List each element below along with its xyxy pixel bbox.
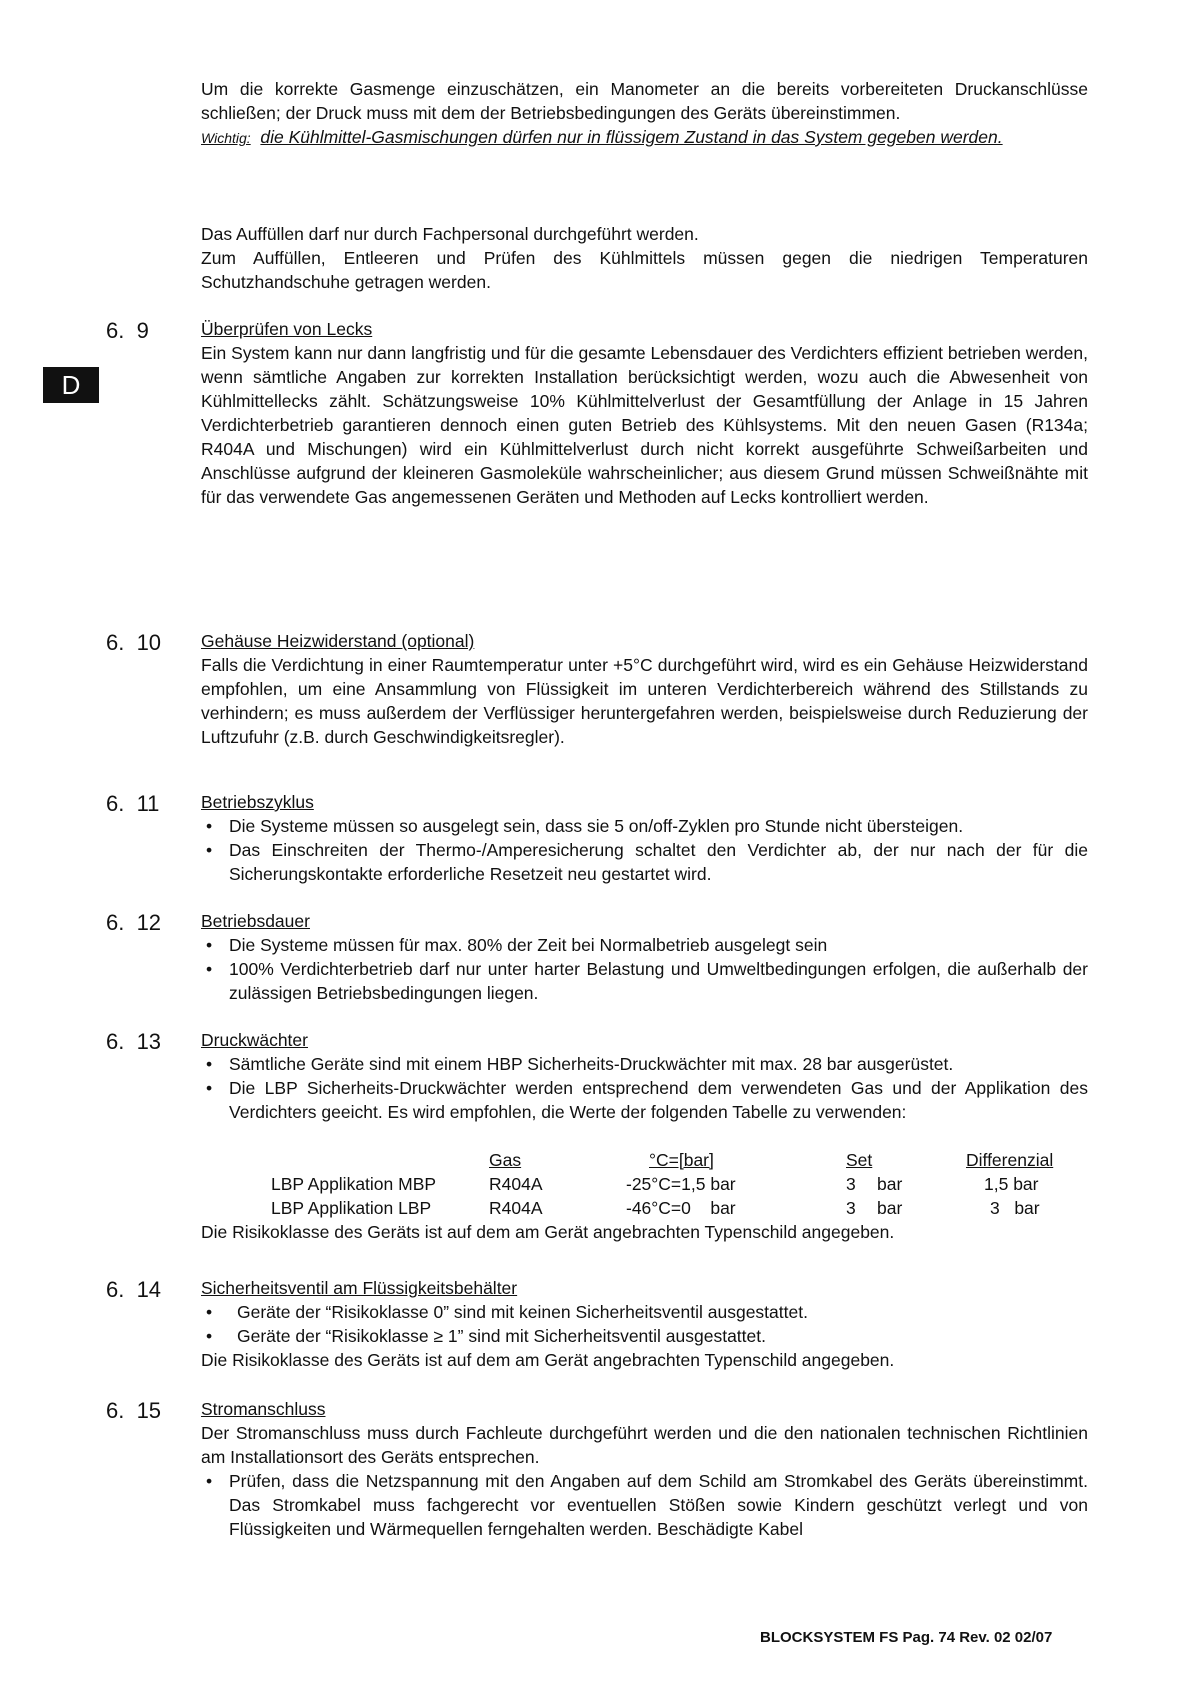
section-number-6-14: 6. 14	[106, 1277, 162, 1302]
table-cell-diff: 1,5 bar	[984, 1174, 1039, 1194]
section-6-15	[201, 1397, 1088, 1541]
section-6-12	[201, 909, 1088, 1005]
intro-paragraph-3: Zum Auffüllen, Entleeren und Prüfen des Kühlmittels müssen gegen die niedrigen Temperaturen Schutzhandschuhe getragen werden.	[201, 248, 1088, 292]
section-6-13	[201, 1028, 1088, 1124]
table-cell-gas: R404A	[489, 1198, 543, 1218]
section-title-6-11: Betriebszyklus	[201, 792, 314, 812]
table-row	[271, 1172, 1071, 1196]
list-item: • Die Systeme müssen für max. 80% der Zeit bei Normalbetrieb ausgelegt sein	[201, 933, 1088, 957]
section-number-6-9: 6. 9	[106, 318, 149, 343]
section-title-6-12: Betriebsdauer	[201, 911, 310, 931]
table-header-diff: Differenzial	[966, 1150, 1054, 1170]
table-cell-set-unit: bar	[877, 1174, 903, 1194]
section-list-6-14	[201, 1300, 1088, 1348]
list-item: • Das Einschreiten der Thermo-/Amperesicherung schaltet den Verdichter ab, der nur nach der für die Sicherungskontakte erforderliche Resetzeit neu gestartet wird.	[201, 838, 1088, 886]
section-list-6-15	[201, 1469, 1088, 1541]
list-item: • 100% Verdichterbetrieb darf nur unter harter Belastung und Umweltbedingungen erfolgen, die außerhalb der zulässigen Betriebsbedingungen liegen.	[201, 957, 1088, 1005]
section-6-9	[201, 317, 1088, 509]
intro-block-2	[201, 222, 1088, 294]
section-number-6-10: 6. 10	[106, 630, 162, 655]
table-header-temp: °C=[bar]	[649, 1150, 714, 1170]
important-note	[201, 125, 1088, 150]
section-6-14	[201, 1276, 1088, 1372]
table-header-set: Set	[846, 1150, 873, 1170]
section-text-6-10: Falls die Verdichtung in einer Raumtemperatur unter +5°C durchgeführt wird, wird es ein Gehäuse Heizwiderstand empfohlen, um eine Ansammlung von Flüssigkeit im unteren Verdichterbereich während des Stillstands zu verhindern; es muss außerdem der Verflüssiger heruntergefahren werden, beispielsweise durch Reduzierung der Luftzufuhr (z.B. durch Geschwindigkeitsregler).	[201, 655, 1088, 747]
section-text-6-15: Der Stromanschluss muss durch Fachleute durchgeführt werden und die den nationalen technischen Richtlinien am Installationsort des Geräts entsprechen.	[201, 1423, 1088, 1467]
section-title-6-10: Gehäuse Heizwiderstand (optional)	[201, 631, 475, 651]
table-cell-diff: 3 bar	[990, 1198, 1040, 1218]
section-title-6-13: Druckwächter	[201, 1030, 308, 1050]
table-header-gas: Gas	[489, 1150, 522, 1170]
table-cell-set-unit: bar	[877, 1198, 903, 1218]
intro-paragraph-2: Das Auffüllen darf nur durch Fachpersonal durchgeführt werden.	[201, 224, 699, 244]
section-list-6-13	[201, 1052, 1088, 1124]
table-cell-temp: -25°C=1,5 bar	[626, 1174, 736, 1194]
table-header-row	[271, 1148, 1071, 1172]
important-label: Wichtig:	[201, 130, 251, 146]
list-item: • Prüfen, dass die Netzspannung mit den Angaben auf dem Schild am Stromkabel des Geräts übereinstimmt. Das Stromkabel muss fachgerecht vor eventuellen Stößen sowie Kindern geschützt verlegt und von Flüssigkeiten und Wärmequellen ferngehalten werden. Beschädigte Kabel	[201, 1469, 1088, 1541]
section-note-6-13: Die Risikoklasse des Geräts ist auf dem am Gerät angebrachten Typenschild angegeben.	[201, 1222, 895, 1242]
section-title-6-15: Stromanschluss	[201, 1399, 326, 1419]
page-footer: BLOCKSYSTEM FS Pag. 74 Rev. 02 02/07	[760, 1629, 1053, 1646]
table-row	[271, 1196, 1071, 1220]
section-list-6-11	[201, 814, 1088, 886]
section-6-10	[201, 629, 1088, 749]
table-cell-label: LBP Applikation MBP	[271, 1174, 437, 1194]
section-list-6-12	[201, 933, 1088, 1005]
intro-paragraph-1: Um die korrekte Gasmenge einzuschätzen, ein Manometer an die bereits vorbereiteten Druckanschlüsse schließen; der Druck muss mit dem der Betriebsbedingungen des Geräts übereinstimmen.	[201, 79, 1088, 123]
important-text: die Kühlmittel-Gasmischungen dürfen nur in flüssigem Zustand in das System gegeben werden.	[260, 127, 1003, 147]
language-badge: D	[43, 367, 99, 403]
list-item: • Die LBP Sicherheits-Druckwächter werden entsprechend dem verwendeten Gas und der Applikation des Verdichters geeicht. Es wird empfohlen, die Werte der folgenden Tabelle zu verwenden:	[201, 1076, 1088, 1124]
intro-block	[201, 77, 1088, 150]
section-title-6-9: Überprüfen von Lecks	[201, 319, 373, 339]
list-item: • Geräte der “Risikoklasse ≥ 1” sind mit Sicherheitsventil ausgestattet.	[201, 1324, 1088, 1348]
list-item: • Sämtliche Geräte sind mit einem HBP Sicherheits-Druckwächter mit max. 28 bar ausgerüstet.	[201, 1052, 1088, 1076]
pressure-table	[271, 1148, 1071, 1220]
section-text-6-9: Ein System kann nur dann langfristig und für die gesamte Lebensdauer des Verdichters effizient betrieben werden, wenn sämtliche Angaben zur korrekten Installation berücksichtigt werden, wozu auch die Abwesenheit von Kühlmittellecks zählt. Schätzungsweise 10% Kühlmittelverlust der Gesamtfüllung der Anlage in 15 Jahren Verdichterbetrieb garantieren dennoch einen guten Betrieb des Kühlsystems. Mit den neuen Gasen (R134a; R404A und Mischungen) wird ein Kühlmittelverlust durch nicht korrekt ausgeführte Schweißarbeiten und Anschlüsse aufgrund der kleineren Gasmoleküle wahrscheinlicher; aus diesem Grund müssen Schweißnähte mit für das verwendete Gas angemessenen Geräten und Methoden auf Lecks kontrolliert werden.	[201, 343, 1088, 507]
table-cell-temp: -46°C=0 bar	[626, 1198, 736, 1218]
section-number-6-15: 6. 15	[106, 1398, 162, 1423]
table-cell-gas: R404A	[489, 1174, 543, 1194]
list-item: • Geräte der “Risikoklasse 0” sind mit keinen Sicherheitsventil ausgestattet.	[201, 1300, 1088, 1324]
section-number-6-13: 6. 13	[106, 1029, 162, 1054]
section-note-6-14: Die Risikoklasse des Geräts ist auf dem am Gerät angebrachten Typenschild angegeben.	[201, 1350, 895, 1370]
table-cell-set: 3	[846, 1198, 856, 1218]
table-cell-label: LBP Applikation LBP	[271, 1198, 432, 1218]
section-number-6-11: 6. 11	[106, 791, 160, 816]
section-6-11	[201, 790, 1088, 886]
table-cell-set: 3	[846, 1174, 856, 1194]
list-item: • Die Systeme müssen so ausgelegt sein, dass sie 5 on/off-Zyklen pro Stunde nicht übersteigen.	[201, 814, 1088, 838]
section-title-6-14: Sicherheitsventil am Flüssigkeitsbehälter	[201, 1278, 518, 1298]
section-number-6-12: 6. 12	[106, 910, 162, 935]
